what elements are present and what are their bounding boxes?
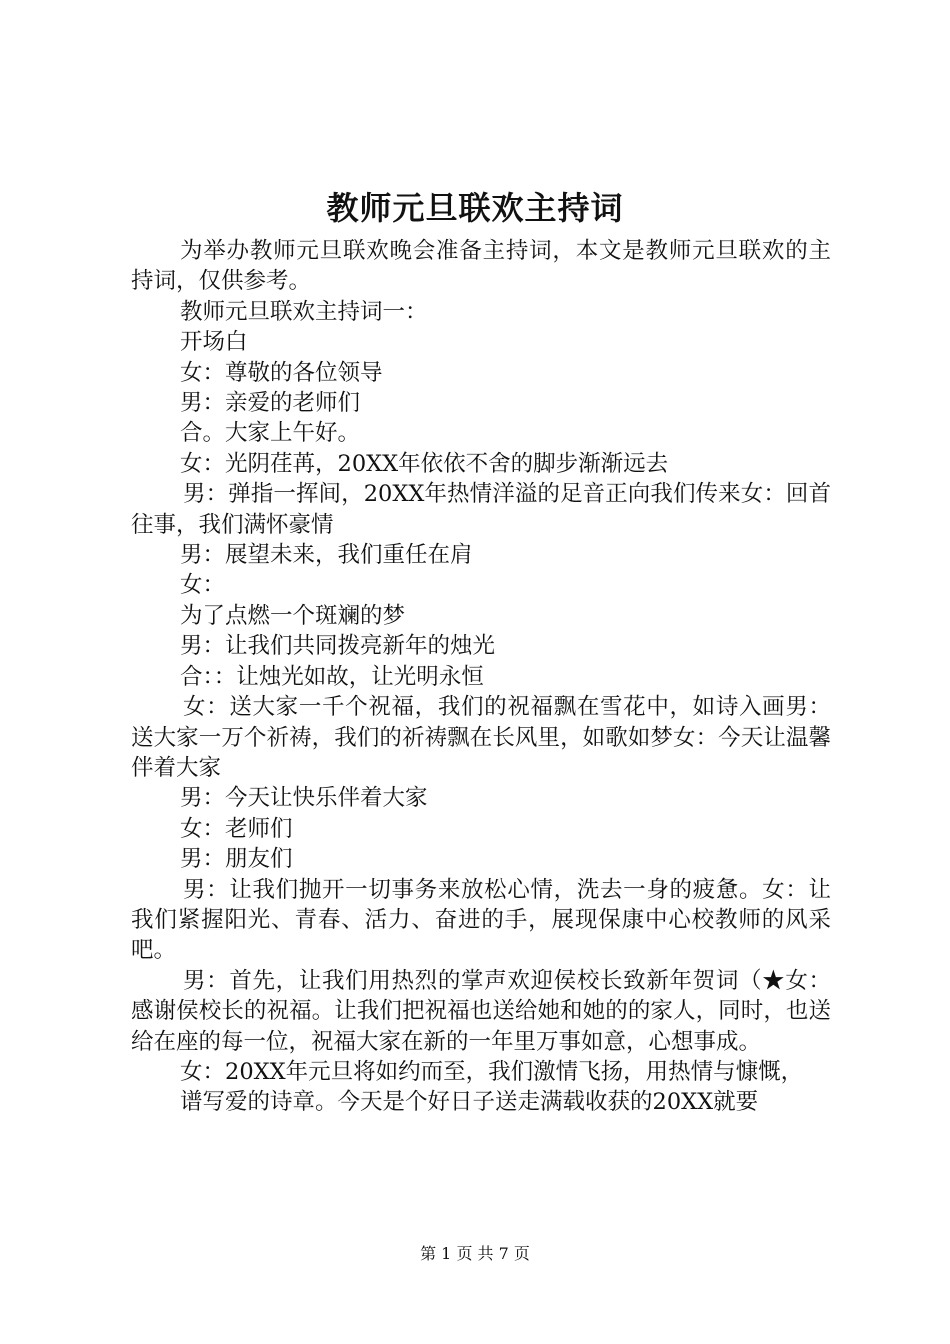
paragraph: 教师元旦联欢主持词一：: [180, 298, 428, 325]
page-footer: 第 1 页 共 7 页: [420, 1244, 530, 1263]
paragraph: 女：: [180, 572, 226, 599]
paragraph: 开场白: [180, 329, 248, 356]
paragraph: 男：让我们共同拨亮新年的烛光: [180, 633, 496, 660]
paragraph: 女：光阴荏苒，20XX年依依不舍的脚步渐渐远去: [180, 450, 669, 477]
document-title: 教师元旦联欢主持词: [326, 189, 624, 227]
paragraph: 为了点燃一个斑斓的梦: [180, 602, 406, 629]
paragraph: 男：让我们抛开一切事务来放松心情，洗去一身的疲惫。女：让我们紧握阳光、青春、活力、奋进的手，展现保康中心校教师的风采吧。: [131, 876, 831, 964]
paragraph: 男：亲爱的老师们: [180, 390, 361, 417]
paragraph: 女：20XX年元旦将如约而至，我们激情飞扬，用热情与慷慨，: [180, 1058, 804, 1085]
paragraph: 男：朋友们: [180, 846, 293, 873]
paragraph: 男：弹指一挥间，20XX年热情洋溢的足音正向我们传来女：回首往事，我们满怀豪情: [131, 481, 831, 538]
paragraph: 女：尊敬的各位领导: [180, 359, 383, 386]
paragraph: 谱写爱的诗章。今天是个好日子送走满载收获的20XX就要: [180, 1089, 759, 1116]
document-body: [131, 236, 831, 1118]
paragraph: 合：：让烛光如故，让光明永恒: [180, 663, 484, 690]
paragraph: 女：送大家一千个祝福，我们的祝福飘在雪花中，如诗入画男：送大家一万个祈祷，我们的祈祷飘在长风里，如歌如梦女：今天让温馨伴着大家: [131, 694, 831, 781]
paragraph: 女：老师们: [180, 815, 293, 842]
paragraph: 男：首先，让我们用热烈的掌声欢迎侯校长致新年贺词（★女：感谢侯校长的祝福。让我们把祝福也送给她和她的的家人，同时，也送给在座的每一位，祝福大家在新的一年里万事如意，心想事成。: [131, 967, 831, 1055]
paragraph: 男：展望未来，我们重任在肩: [180, 542, 473, 569]
paragraph: 为举办教师元旦联欢晚会准备主持词，本文是教师元旦联欢的主持词，仅供参考。: [131, 238, 831, 295]
paragraph: 合。大家上午好。: [180, 420, 361, 447]
paragraph: 男：今天让快乐伴着大家: [180, 785, 428, 812]
